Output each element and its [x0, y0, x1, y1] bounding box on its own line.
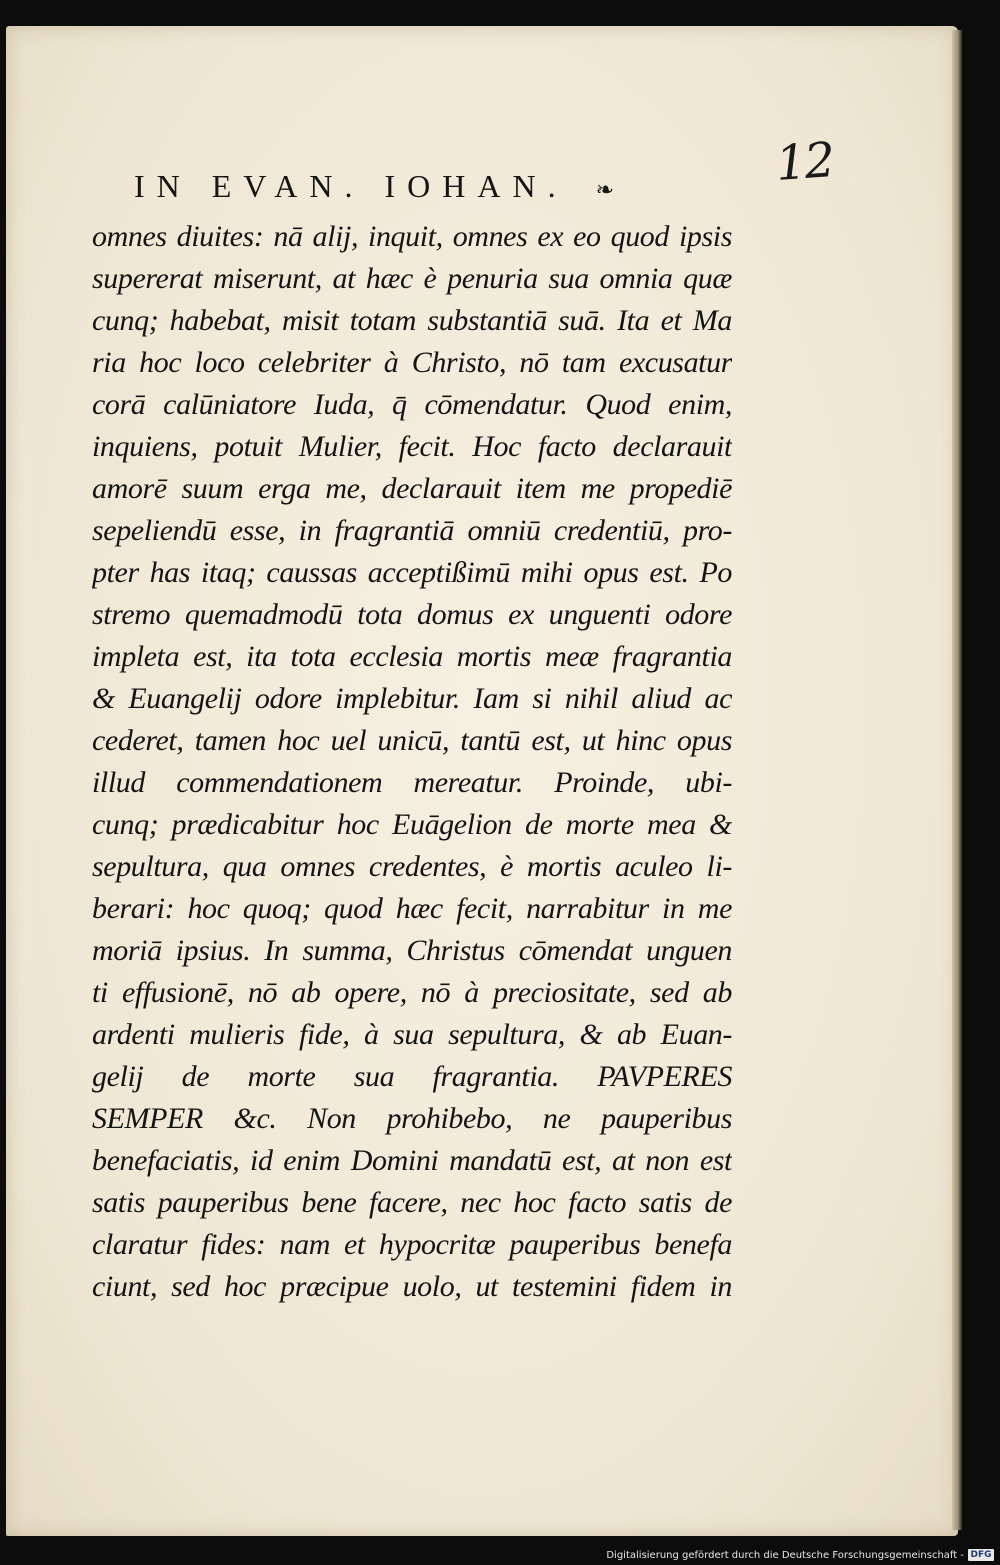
text-line: ciunt, sed hoc præcipue uolo, ut testemini fidem in	[92, 1270, 732, 1303]
text-line: illud commendationem mereatur. Proinde, ubi-	[92, 766, 732, 799]
text-line: inquiens, potuit Mulier, fecit. Hoc facto declarauit	[92, 430, 732, 463]
running-head	[134, 168, 694, 205]
text-line: corā calūniatore Iuda, q̄ cōmendatur. Quod enim,	[92, 388, 732, 421]
running-head-text: IN EVAN. IOHAN.	[134, 168, 568, 204]
text-line: supererat miserunt, at hæc è penuria sua omnia quæ	[92, 262, 732, 295]
text-line: impleta est, ita tota ecclesia mortis meæ fragrantia	[92, 640, 732, 673]
text-line: sepeliendū esse, in fragrantiā omniū credentiū, pro-	[92, 514, 732, 547]
text-line: cederet, tamen hoc uel unicū, tantū est, ut hinc opus	[92, 724, 732, 757]
text-line: omnes diuites: nā alij, inquit, omnes ex eo quod ipsis	[92, 220, 732, 253]
text-line: cunq; habebat, misit totam substantiā suā. Ita et Ma	[92, 304, 732, 337]
text-line: & Euangelij odore implebitur. Iam si nihil aliud ac	[92, 682, 732, 715]
book-page	[6, 26, 958, 1536]
text-line: benefaciatis, id enim Domini mandatū est, at non est	[92, 1144, 732, 1177]
text-line: sepultura, qua omnes credentes, è mortis aculeo li-	[92, 850, 732, 883]
text-line: claratur fides: nam et hypocritæ pauperibus benefa	[92, 1228, 732, 1261]
text-line: gelij de morte sua fragrantia. PAVPERES	[92, 1060, 732, 1093]
folio-number: 12	[774, 132, 835, 192]
text-line: satis pauperibus bene facere, nec hoc facto satis de	[92, 1186, 732, 1219]
text-line: ardenti mulieris fide, à sua sepultura, & ab Euan-	[92, 1018, 732, 1051]
text-line: berari: hoc quoq; quod hæc fecit, narrabitur in me	[92, 892, 732, 925]
text-line: amorē suum erga me, declarauit item me propediē	[92, 472, 732, 505]
text-line: ria hoc loco celebriter à Christo, nō tam excusatur	[92, 346, 732, 379]
text-line: stremo quemadmodū tota domus ex unguenti odore	[92, 598, 732, 631]
text-line: ti effusionē, nō ab opere, nō à preciositate, sed ab	[92, 976, 732, 1009]
text-line: pter has itaq; caussas acceptißimū mihi opus est. Po	[92, 556, 732, 589]
text-line: moriā ipsius. In summa, Christus cōmendat unguen	[92, 934, 732, 967]
digitization-credit	[606, 1549, 994, 1561]
text-line: cunq; prædicabitur hoc Euāgelion de morte mea &	[92, 808, 732, 841]
page-edge	[952, 30, 962, 1530]
fleuron-icon: ❧	[595, 177, 615, 202]
credit-text: Digitalisierung gefördert durch die Deutsche Forschungsgemeinschaft -	[606, 1549, 964, 1561]
body-text	[92, 216, 732, 1308]
dfg-logo-icon: DFG	[968, 1549, 994, 1561]
text-line: SEMPER &c. Non prohibebo, ne pauperibus	[92, 1102, 732, 1135]
